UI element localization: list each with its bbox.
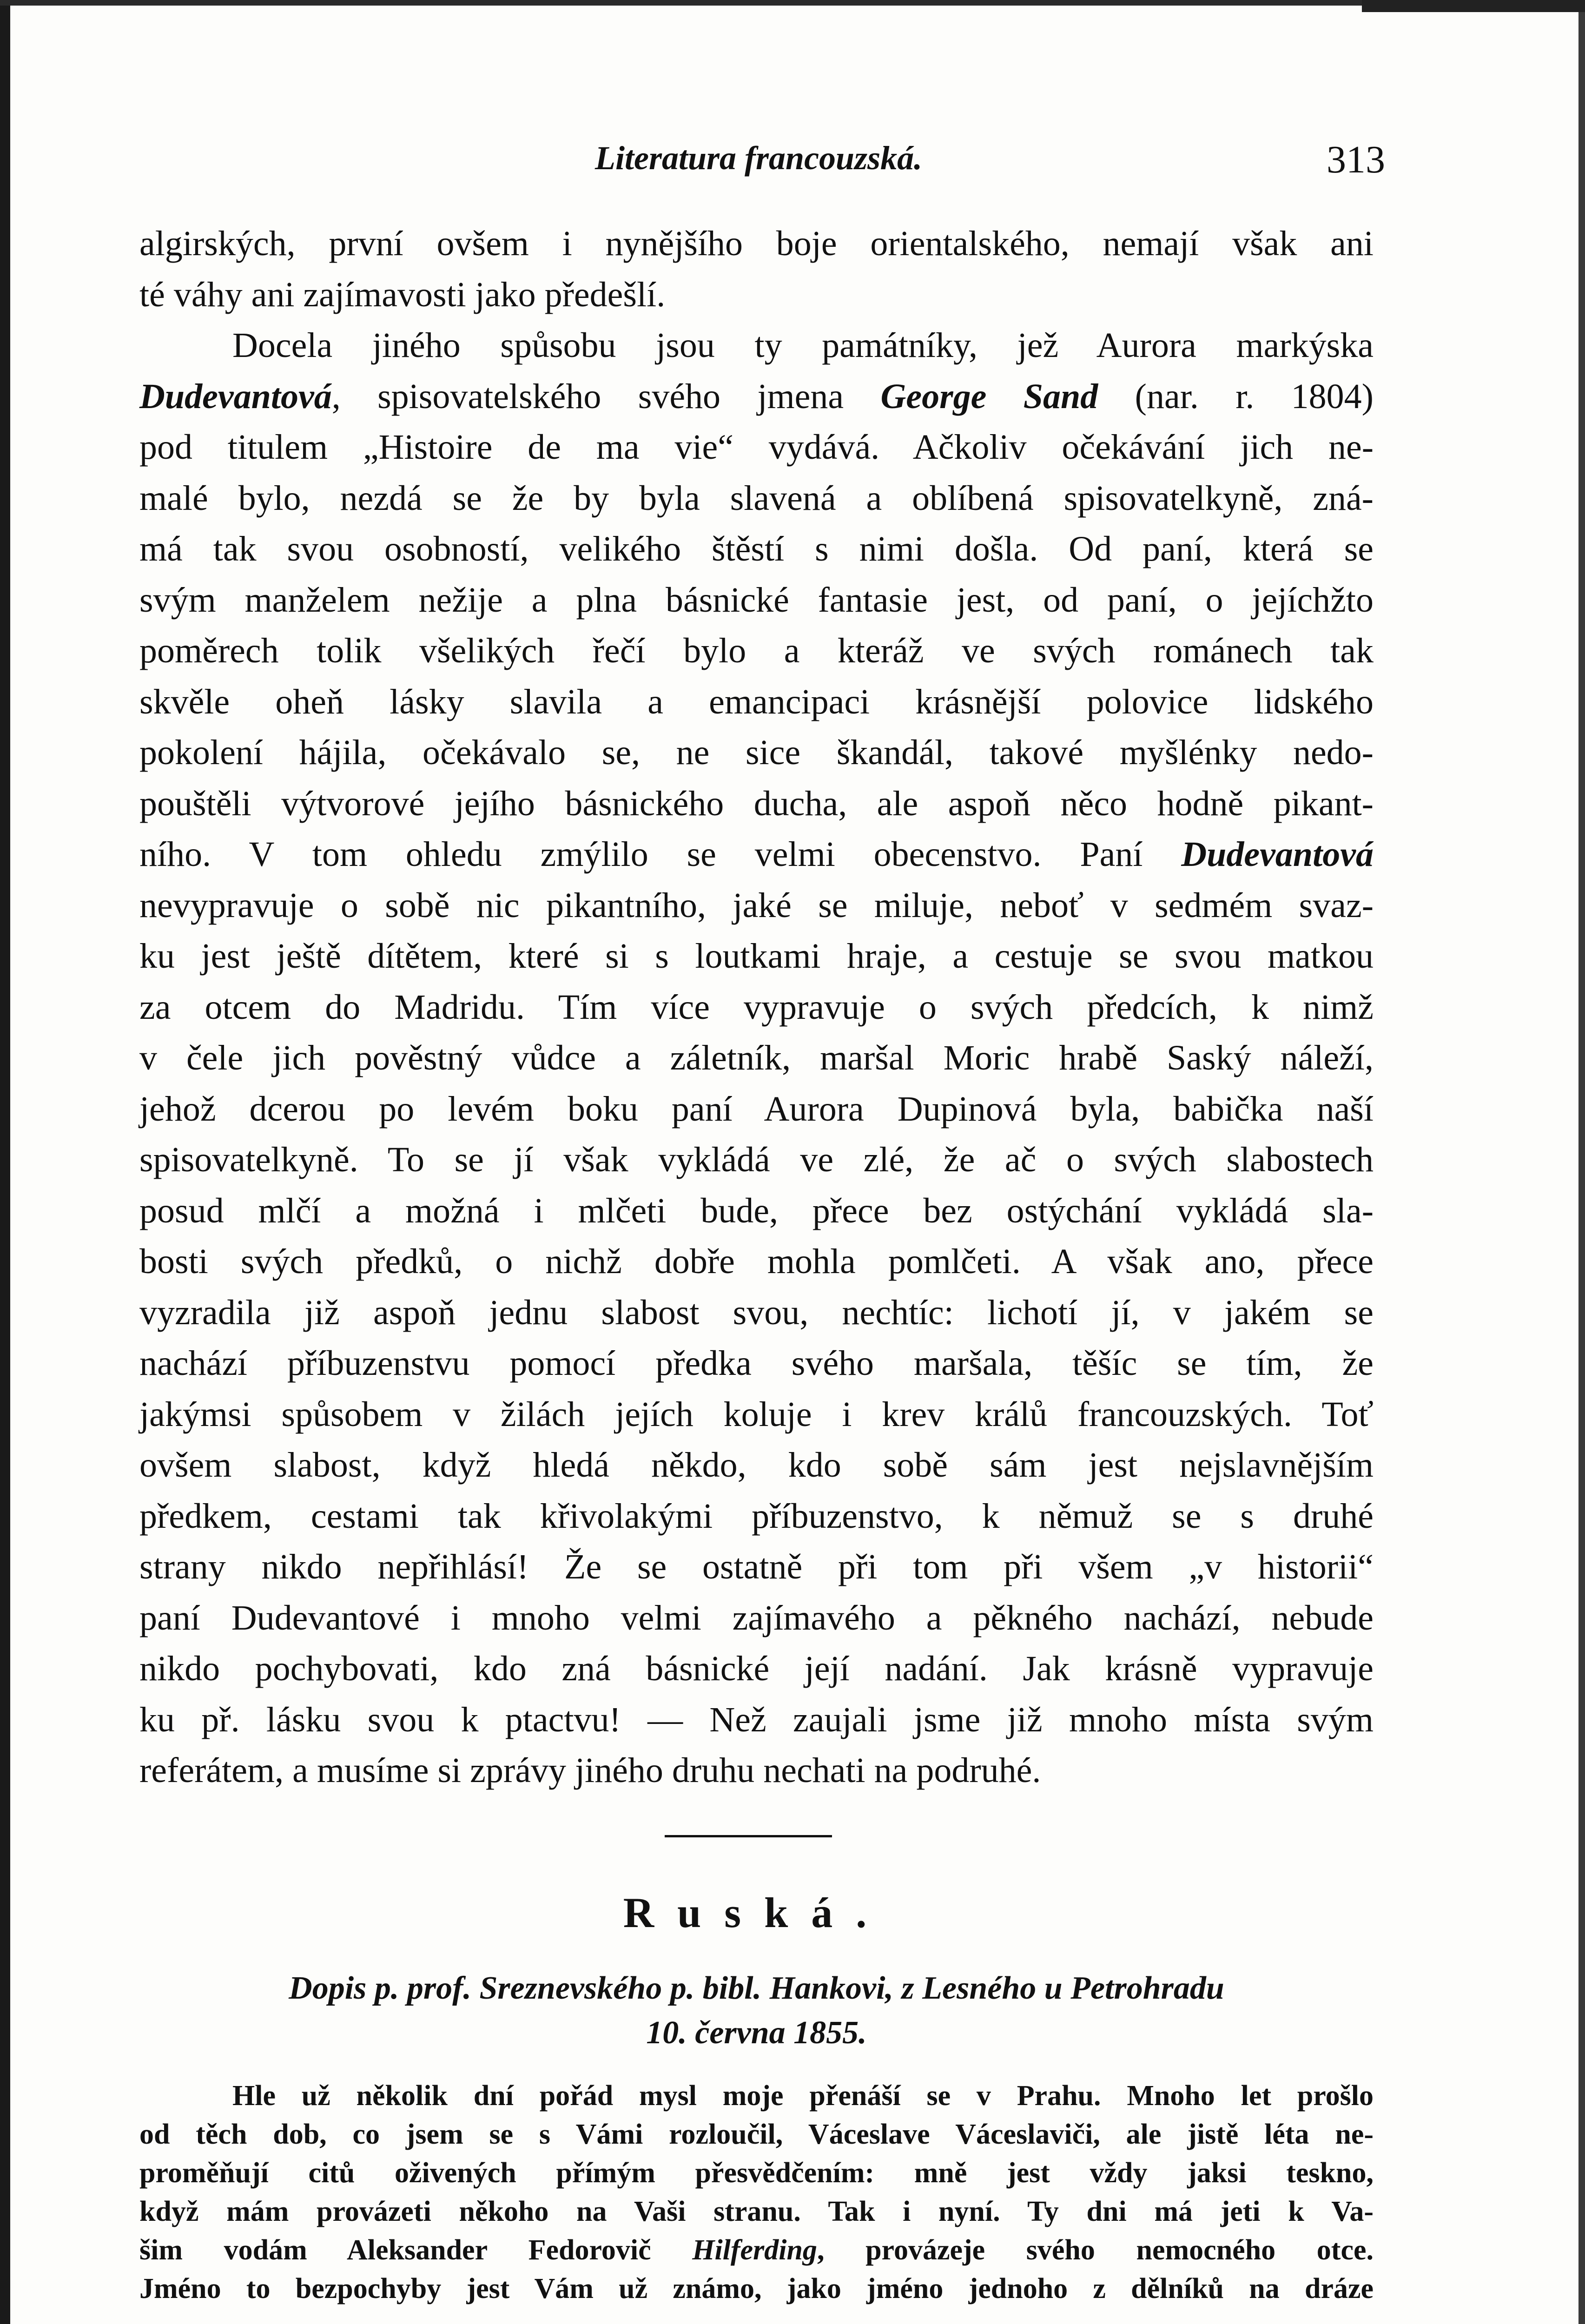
text-line: jehož dcerou po levém boku paní Aurora Dupinová byla, babička naší — [139, 1089, 1374, 1129]
scan-edge-top-right — [1362, 0, 1585, 12]
text-line: té váhy ani zajímavosti jako předešlí. — [139, 275, 666, 314]
letter-line: šim vodám Aleksander Fedorovič Hilferding, provázeje svého nemocného otce. — [139, 2234, 1374, 2266]
letter-text — [139, 2077, 1374, 2308]
text-line: posud mlčí a možná i mlčeti bude, přece bez ostýchání vykládá sla- — [139, 1191, 1374, 1230]
text-line: Docela jiného spůsobu jsou ty památníky, jež Aurora markýska — [232, 326, 1374, 365]
text-line: pod titulem „Histoire de ma vie“ vydává. Ačkoliv očekávání jich ne- — [139, 428, 1374, 467]
letter-line: když mám provázeti někoho na Vaši stranu. Tak i nyní. Ty dni má jeti k Va- — [139, 2196, 1374, 2227]
text-line: ovšem slabost, když hledá někdo, kdo sobě sám jest nejslavnějším — [139, 1446, 1374, 1485]
text-line: skvěle oheň lásky slavila a emancipaci krásnější polovice lidského — [139, 682, 1374, 721]
section-title: Ruská. — [623, 1889, 890, 1936]
text-line: algirských, první ovšem i nynějšího boje orientalského, nemají však ani — [139, 224, 1374, 263]
scan-edge-left — [0, 0, 10, 2324]
text-line: za otcem do Madridu. Tím více vypravuje o svých předcích, k nimž — [139, 987, 1374, 1027]
text-line-with-emphasis — [139, 371, 1374, 423]
text-line: vyzradila již aspoň jednu slabost svou, nechtíc: lichotí jí, v jakém se — [139, 1293, 1374, 1332]
letter-line: od těch dob, co jsem se s Vámi rozloučil, Váceslave Váceslaviči, ale jistě léta ne- — [139, 2119, 1374, 2150]
main-text — [139, 218, 1374, 1796]
text-line: pokolení hájila, očekávalo se, ne sice škandál, takové myšlénky nedo- — [139, 733, 1374, 772]
running-title: Literatura francouzská. — [595, 139, 923, 177]
running-head — [139, 132, 1385, 184]
text-line: ku jest ještě dítětem, které si s loutkami hraje, a cestuje se svou matkou — [139, 937, 1374, 976]
text-line: nikdo pochybovati, kdo zná básnické její nadání. Jak krásně vypravuje — [139, 1649, 1374, 1688]
letter-line: Hle už několik dní pořád mysl moje přenáší se v Prahu. Mnoho let prošlo — [232, 2080, 1374, 2112]
text-line: spisovatelkyně. To se jí však vykládá ve zlé, že ač o svých slabostech — [139, 1140, 1374, 1179]
letter-line: Jméno to bezpochyby jest Vám už známo, jako jméno jednoho z dělníků na dráze — [139, 2273, 1374, 2304]
text-line: předkem, cestami tak křivolakými příbuzenstvo, k němuž se s druhé — [139, 1496, 1374, 1536]
text-line: má tak svou osobností, velikého štěstí s nimi došla. Od paní, která se — [139, 529, 1374, 568]
text-line: ního. V tom ohledu zmýlilo se velmi obecenstvo. Paní Dudevantová — [139, 835, 1374, 874]
letter-heading — [139, 1966, 1374, 2055]
scan-edge-top — [0, 0, 1585, 6]
text-line: malé bylo, nezdá se že by byla slavená a oblíbená spisovatelkyně, zná- — [139, 478, 1374, 518]
section-divider — [665, 1835, 832, 1837]
text-line: ku př. lásku svou k ptactvu! — Než zaujali jsme již mnoho místa svým — [139, 1700, 1374, 1739]
text-line: jakýmsi spůsobem v žilách jejích koluje i krev králů francouzských. Toť — [139, 1394, 1374, 1434]
text-line: strany nikdo nepřihlásí! Že se ostatně při tom při všem „v historii“ — [139, 1547, 1374, 1586]
text-line: nachází příbuzenstvu pomocí předka svého maršala, těšíc se tím, že — [139, 1344, 1374, 1383]
page-number: 313 — [1327, 138, 1385, 181]
letter-heading-line: 10. června 1855. — [646, 2015, 867, 2051]
scan-edge-right — [1578, 0, 1585, 2324]
text-line: paní Dudevantové i mnoho velmi zajímavého a pěkného nachází, nebude — [139, 1598, 1374, 1637]
text-line: pouštěli výtvorové jejího básnického ducha, ale aspoň něco hodně pikant- — [139, 784, 1374, 823]
text-line: v čele jich pověstný vůdce a záletník, maršal Moric hrabě Saský náleží, — [139, 1038, 1374, 1077]
text-line: nevypravuje o sobě nic pikantního, jaké se miluje, neboť v sedmém svaz- — [139, 885, 1374, 925]
text-line: bosti svých předků, o nichž dobře mohla pomlčeti. A však ano, přece — [139, 1242, 1374, 1281]
text-line: svým manželem nežije a plna básnické fantasie jest, od paní, o jejíchžto — [139, 580, 1374, 620]
letter-heading-line: Dopis p. prof. Sreznevského p. bibl. Hankovi, z Lesného u Petrohradu — [289, 1970, 1224, 2006]
emphasis-name: Dudevantová — [139, 376, 332, 416]
text-fragment: , spisovatelského svého jmena George Sand (nar. r. 1804) — [331, 376, 1374, 416]
letter-line: proměňují citů oživených přímým přesvědčením: mně jest vždy jaksi teskno, — [139, 2157, 1374, 2189]
text-line: poměrech tolik všelikých řečí bylo a kteráž ve svých románech tak — [139, 631, 1374, 670]
text-line: referátem, a musíme si zprávy jiného druhu nechati na podruhé. — [139, 1751, 1041, 1790]
